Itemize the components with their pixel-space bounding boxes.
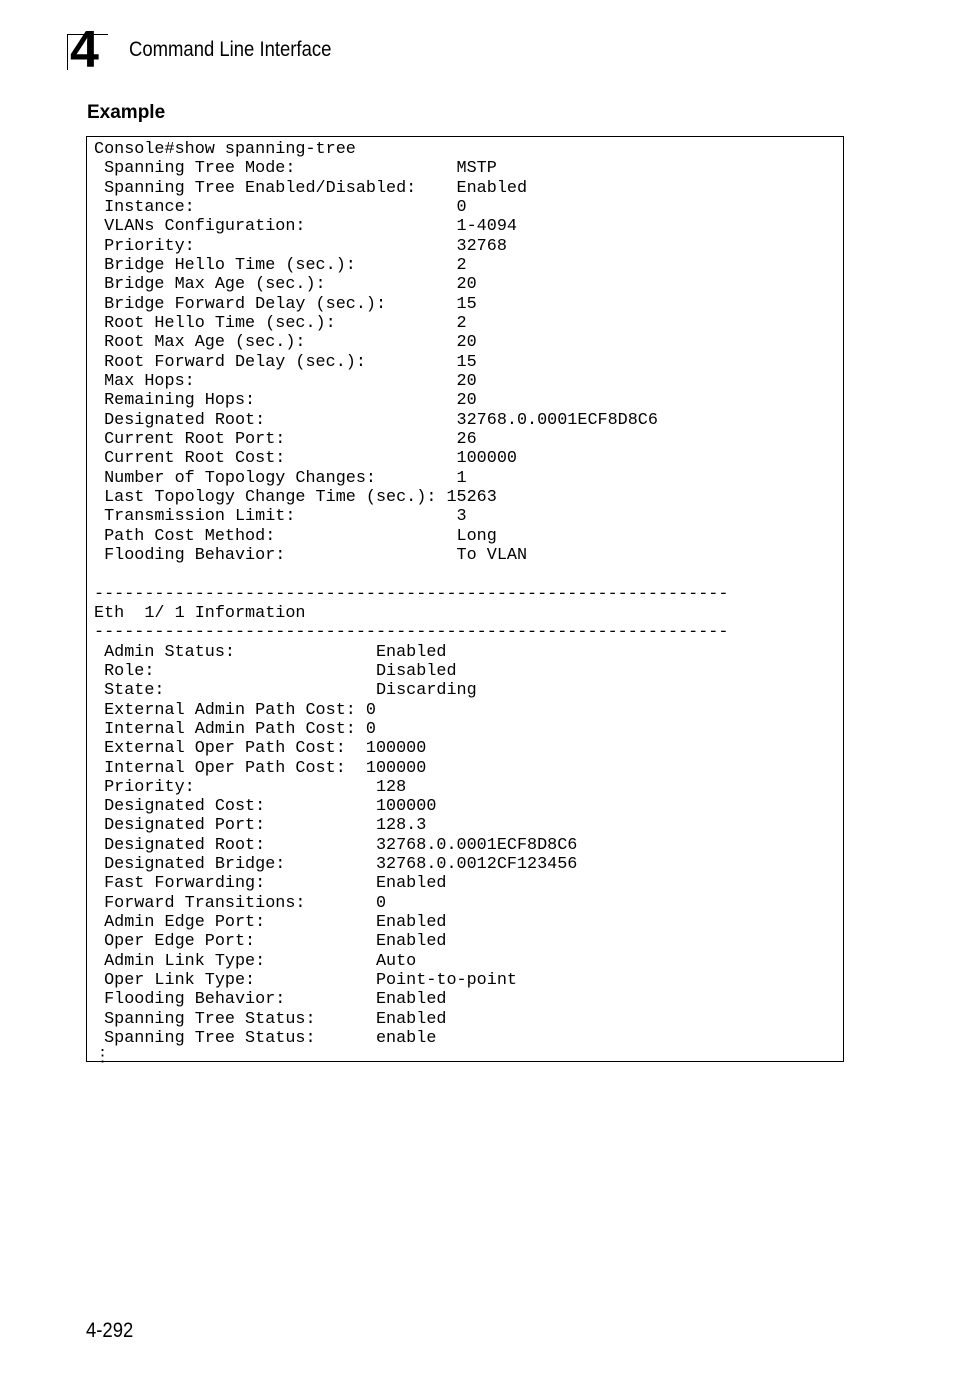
console-line: Admin Status: Enabled [94, 642, 447, 662]
chapter-number: 4 [70, 21, 99, 79]
console-line: Console#show spanning-tree [94, 140, 356, 159]
console-line: State: Discarding [94, 681, 477, 701]
page-number: 4-292 [86, 1319, 134, 1342]
console-line: Flooding Behavior: Enabled [94, 990, 447, 1010]
running-header-title: Command Line Interface [129, 38, 332, 61]
console-line: Current Root Port: 26 [94, 429, 477, 449]
console-line [94, 565, 728, 584]
console-line: Internal Admin Path Cost: 0 [94, 719, 376, 739]
console-line: ⋮ [94, 1048, 111, 1068]
console-line: --------------------------------------------------------------- [94, 623, 729, 643]
console-line: Path Cost Method: Long [94, 526, 497, 546]
console-line: Oper Edge Port: Enabled [94, 932, 447, 952]
console-line: VLANs Configuration: 1-4094 [94, 217, 517, 237]
console-line: Eth 1/ 1 Information [94, 603, 306, 623]
console-line: Current Root Cost: 100000 [94, 449, 517, 469]
console-line: Spanning Tree Mode: MSTP [94, 159, 497, 179]
console-line: Fast Forwarding: Enabled [94, 874, 447, 894]
console-line: Admin Edge Port: Enabled [94, 913, 447, 933]
console-line: Root Max Age (sec.): 20 [94, 333, 477, 353]
console-line: Flooding Behavior: To VLAN [94, 545, 528, 565]
console-line: --------------------------------------------------------------- [94, 584, 729, 604]
console-line: Designated Bridge: 32768.0.0012CF123456 [94, 855, 578, 875]
console-line: Role: Disabled [94, 661, 457, 681]
console-line: External Admin Path Cost: 0 [94, 700, 376, 720]
console-line: Forward Transitions: 0 [94, 893, 387, 913]
console-line: Priority: 32768 [94, 236, 507, 256]
console-line: Designated Cost: 100000 [94, 797, 437, 817]
console-output-box [86, 136, 844, 1068]
console-line: Root Hello Time (sec.): 2 [94, 313, 467, 333]
console-line: Spanning Tree Status: enable [94, 1029, 437, 1049]
console-line: Root Forward Delay (sec.): 15 [94, 352, 477, 372]
console-line: Spanning Tree Status: Enabled [94, 1009, 447, 1029]
console-line: Priority: 128 [94, 777, 407, 797]
console-line: Spanning Tree Enabled/Disabled: Enabled [94, 178, 528, 198]
console-line: Admin Link Type: Auto [94, 951, 417, 971]
console-line: Number of Topology Changes: 1 [94, 468, 467, 488]
console-line: Designated Root: 32768.0.0001ECF8D8C6 [94, 835, 578, 855]
console-output-text [94, 140, 728, 1068]
console-line: Internal Oper Path Cost: 100000 [94, 758, 427, 778]
console-line: Instance: 0 [94, 197, 467, 217]
console-line: Designated Root: 32768.0.0001ECF8D8C6 [94, 410, 658, 430]
console-line: External Oper Path Cost: 100000 [94, 739, 427, 759]
console-line: Bridge Forward Delay (sec.): 15 [94, 294, 477, 314]
section-heading: Example [87, 102, 166, 123]
console-line: Max Hops: 20 [94, 371, 477, 391]
console-line: Remaining Hops: 20 [94, 391, 477, 411]
console-line: Designated Port: 128.3 [94, 816, 427, 836]
console-line: Last Topology Change Time (sec.): 15263 [94, 487, 497, 507]
console-line: Bridge Hello Time (sec.): 2 [94, 255, 467, 275]
console-line: Bridge Max Age (sec.): 20 [94, 275, 477, 295]
console-line: Oper Link Type: Point-to-point [94, 971, 517, 991]
console-line: Transmission Limit: 3 [94, 507, 467, 527]
